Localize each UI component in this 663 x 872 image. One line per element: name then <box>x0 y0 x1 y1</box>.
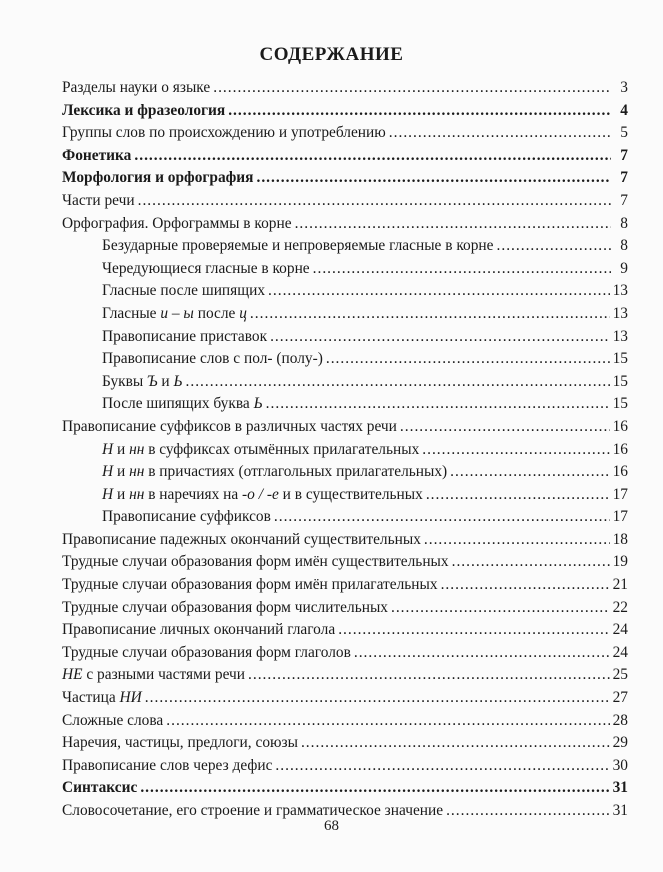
toc-entry-title <box>62 529 421 552</box>
toc-entry <box>62 506 628 529</box>
dot-leader <box>426 484 610 507</box>
dot-leader <box>338 619 609 642</box>
toc-entry-title-part: Правописание слов через дефис <box>62 756 273 774</box>
toc-entry <box>62 664 628 687</box>
toc-entry-title <box>62 574 438 597</box>
toc-entry-title <box>62 619 335 642</box>
dot-leader <box>389 122 611 145</box>
dot-leader <box>441 574 610 597</box>
toc-entry <box>62 619 628 642</box>
dot-leader <box>213 77 611 100</box>
toc-entry <box>62 687 628 710</box>
toc-entry-page: 13 <box>612 282 628 300</box>
toc-entry-title <box>62 687 142 710</box>
dot-leader <box>134 145 611 168</box>
toc-entry-title-part: и – ы <box>160 304 194 322</box>
toc-entry-title-part: в суффиксах отымённых прилагательных <box>144 440 420 458</box>
toc-entry-title <box>62 597 388 620</box>
dot-leader <box>140 777 609 800</box>
toc-entry-page: 31 <box>612 802 628 819</box>
toc-entry <box>62 100 628 123</box>
toc-entry-title <box>62 642 351 665</box>
toc-entry-title <box>102 348 323 371</box>
toc-entry-title-part: Правописание личных окончаний глагола <box>62 621 336 639</box>
dot-leader <box>145 687 610 710</box>
dot-leader <box>256 167 611 190</box>
toc-entry-title-part: Части речи <box>62 191 135 209</box>
toc-entry-page: 30 <box>612 756 628 774</box>
toc-entry-page: 13 <box>612 327 628 345</box>
toc-entry-title-part: Буквы <box>102 372 148 390</box>
toc-entry-title <box>102 484 423 507</box>
toc-entry <box>62 439 628 462</box>
toc-entry-title <box>102 326 267 349</box>
toc-entry-title-part: Трудные случаи образования форм имён существительных <box>62 553 449 571</box>
toc-entry <box>62 145 628 168</box>
toc-entry-title <box>102 303 247 326</box>
toc-entry <box>62 122 628 145</box>
toc-entry-page: 5 <box>620 124 628 142</box>
toc-entry-title-part: После шипящих буква <box>102 395 254 413</box>
toc-entry-page: 15 <box>612 372 628 390</box>
toc-entry-page: 16 <box>612 463 628 481</box>
toc-entry <box>62 529 628 552</box>
page-number: 68 <box>324 818 339 834</box>
toc-entry-title-part: Правописание суффиксов в различных частях речи <box>62 417 397 435</box>
toc-entry <box>62 777 628 800</box>
toc-entry-page: 31 <box>612 779 628 797</box>
dot-leader <box>301 732 610 755</box>
toc-entry-title-part: Орфография. Орфограммы в корне <box>62 214 292 232</box>
toc-entry-title-part: Безударные проверяемые и непроверяемые гласные в корне <box>102 237 494 255</box>
toc-entry-title <box>102 258 310 281</box>
toc-entry-title <box>102 439 419 462</box>
toc-entry-page: 18 <box>612 530 628 548</box>
toc-entry-page: 9 <box>620 259 628 277</box>
toc-entry-page: 16 <box>612 440 628 458</box>
toc-entry-title-part: Морфология и орфография <box>62 169 254 187</box>
toc-entry <box>62 213 628 236</box>
dot-leader <box>274 506 610 529</box>
toc-entry <box>62 348 628 371</box>
toc-entry-title <box>62 122 386 145</box>
toc-entry <box>62 326 628 349</box>
toc-entry-page: 7 <box>620 191 628 209</box>
toc-entry-title-part: НИ <box>119 689 142 707</box>
toc-entry-title-part: Словосочетание, его строение и грамматическое значение <box>62 802 444 819</box>
toc-entry <box>62 416 628 439</box>
toc-entry <box>62 461 628 484</box>
toc-entry-page: 7 <box>620 169 628 187</box>
toc-entry-page: 15 <box>612 350 628 368</box>
toc-entry <box>62 755 628 778</box>
toc-entry-title-part: Частица <box>62 689 120 707</box>
toc-entry-title <box>102 371 183 394</box>
toc-entry-page: 8 <box>620 237 628 255</box>
dot-leader <box>270 326 610 349</box>
toc-entry-title-part: Наречия, частицы, предлоги, союзы <box>62 734 298 752</box>
dot-leader <box>166 710 609 733</box>
toc-entry-title-part: нн <box>129 463 145 481</box>
toc-entry-page: 7 <box>620 146 628 164</box>
toc-entry-title-part: Разделы науки о языке <box>62 79 211 96</box>
table-of-contents <box>62 77 628 823</box>
toc-entry-title <box>102 393 263 416</box>
toc-entry-title-part: Н <box>102 463 114 481</box>
dot-leader <box>295 213 611 236</box>
toc-entry-page: 15 <box>612 395 628 413</box>
toc-entry-title-part: и <box>113 440 130 458</box>
toc-entry-title-part: Трудные случаи образования форм имён прилагательных <box>62 576 438 594</box>
dot-leader <box>354 642 610 665</box>
dot-leader <box>326 348 610 371</box>
toc-entry-title <box>62 190 135 213</box>
toc-entry <box>62 484 628 507</box>
toc-entry <box>62 258 628 281</box>
dot-leader <box>266 393 610 416</box>
toc-entry-title-part: нн <box>129 485 145 503</box>
toc-entry <box>62 710 628 733</box>
toc-entry <box>62 393 628 416</box>
toc-entry <box>62 167 628 190</box>
toc-entry <box>62 597 628 620</box>
toc-entry <box>62 190 628 213</box>
toc-entry-page: 17 <box>612 485 628 503</box>
toc-entry-page: 28 <box>612 711 628 729</box>
toc-entry <box>62 371 628 394</box>
toc-entry <box>62 77 628 100</box>
toc-entry-title-part: Сложные слова <box>62 711 164 729</box>
dot-leader <box>497 235 612 258</box>
toc-entry-page: 21 <box>612 576 628 594</box>
toc-entry <box>62 235 628 258</box>
toc-entry-title-part: с разными частями речи <box>82 666 246 684</box>
toc-entry-title-part: Ь <box>173 372 183 390</box>
toc-entry-title-part: Правописание падежных окончаний существительных <box>62 530 421 548</box>
toc-entry-title <box>62 664 245 687</box>
dot-leader <box>228 100 611 123</box>
toc-entry-title-part: и <box>113 485 130 503</box>
toc-entry <box>62 642 628 665</box>
toc-entry-title <box>62 167 253 190</box>
dot-leader <box>138 190 611 213</box>
dot-leader <box>424 529 610 552</box>
dot-leader <box>275 755 609 778</box>
toc-entry-title-part: Лексика и фразеология <box>62 101 226 119</box>
toc-entry-title-part: Трудные случаи образования форм числительных <box>62 598 388 616</box>
toc-entry-page: 13 <box>612 304 628 322</box>
toc-entry-title-part: Фонетика <box>62 146 132 164</box>
toc-entry-title <box>62 710 163 733</box>
dot-leader <box>450 461 609 484</box>
toc-entry <box>62 732 628 755</box>
toc-entry-title-part: нн <box>129 440 145 458</box>
toc-entry-page: 17 <box>612 508 628 526</box>
toc-entry-title <box>62 145 131 168</box>
toc-entry-title <box>62 213 292 236</box>
toc-entry-title-part: Н <box>102 485 114 503</box>
toc-entry-title <box>102 506 271 529</box>
toc-entry-title-part: Ь <box>253 395 263 413</box>
dot-leader <box>400 416 610 439</box>
toc-entry-title <box>62 551 449 574</box>
dot-leader <box>313 258 611 281</box>
toc-entry-title-part: Правописание слов с пол- (полу-) <box>102 350 323 368</box>
dot-leader <box>268 280 610 303</box>
toc-entry-title-part: Чередующиеся гласные в корне <box>102 259 310 277</box>
toc-entry-page: 4 <box>620 101 628 119</box>
toc-entry-title-part: и <box>113 463 130 481</box>
toc-entry-title-part: Синтаксис <box>62 779 138 797</box>
toc-entry <box>62 280 628 303</box>
toc-entry-title <box>62 416 397 439</box>
toc-entry-page: 19 <box>612 553 628 571</box>
dot-leader <box>186 371 610 394</box>
dot-leader <box>250 303 610 326</box>
dot-leader <box>422 439 609 462</box>
toc-entry-page: 8 <box>620 214 628 232</box>
toc-entry-title-part: Гласные <box>102 304 161 322</box>
toc-entry-title-part: Трудные случаи образования форм глаголов <box>62 643 351 661</box>
toc-entry-title <box>102 461 447 484</box>
toc-entry <box>62 574 628 597</box>
dot-leader <box>391 597 610 620</box>
toc-entry-page: 16 <box>612 417 628 435</box>
dot-leader <box>452 551 610 574</box>
toc-entry-page: 24 <box>612 643 628 661</box>
toc-entry-title <box>62 77 210 100</box>
toc-entry-title-part: Н <box>102 440 114 458</box>
toc-entry <box>62 551 628 574</box>
toc-entry-title <box>62 777 137 800</box>
toc-entry-page: 27 <box>612 689 628 707</box>
toc-entry-title-part: в наречиях на <box>144 485 243 503</box>
toc-entry-title <box>102 280 265 303</box>
toc-entry-title-part: Правописание приставок <box>102 327 268 345</box>
toc-entry-title-part: и <box>157 372 174 390</box>
toc-entry-title-part: Группы слов по происхождению и употреблению <box>62 124 386 142</box>
toc-entry-title-part: и в существительных <box>278 485 423 503</box>
toc-entry-title-part: Гласные после шипящих <box>102 282 266 300</box>
toc-entry-title-part: после <box>193 304 240 322</box>
toc-entry-page: 22 <box>612 598 628 616</box>
toc-entry-title <box>62 755 272 778</box>
toc-entry-title-part: Правописание суффиксов <box>102 508 271 526</box>
toc-entry-title <box>62 732 298 755</box>
toc-entry-page: 29 <box>612 734 628 752</box>
toc-entry-title-part: -о / -е <box>242 485 279 503</box>
toc-entry-title-part: Ъ <box>147 372 158 390</box>
toc-entry-title <box>102 235 494 258</box>
toc-entry-page: 3 <box>620 79 628 96</box>
toc-entry-page: 24 <box>612 621 628 639</box>
toc-entry-title <box>62 100 225 123</box>
toc-entry-title-part: НЕ <box>62 666 83 684</box>
toc-entry <box>62 303 628 326</box>
toc-entry-title-part: ц <box>239 304 247 322</box>
page-title: СОДЕРЖАНИЕ <box>259 44 404 65</box>
dot-leader <box>248 664 610 687</box>
toc-entry-title-part: в причастиях (отглагольных прилагательных) <box>144 463 448 481</box>
toc-entry-page: 25 <box>612 666 628 684</box>
